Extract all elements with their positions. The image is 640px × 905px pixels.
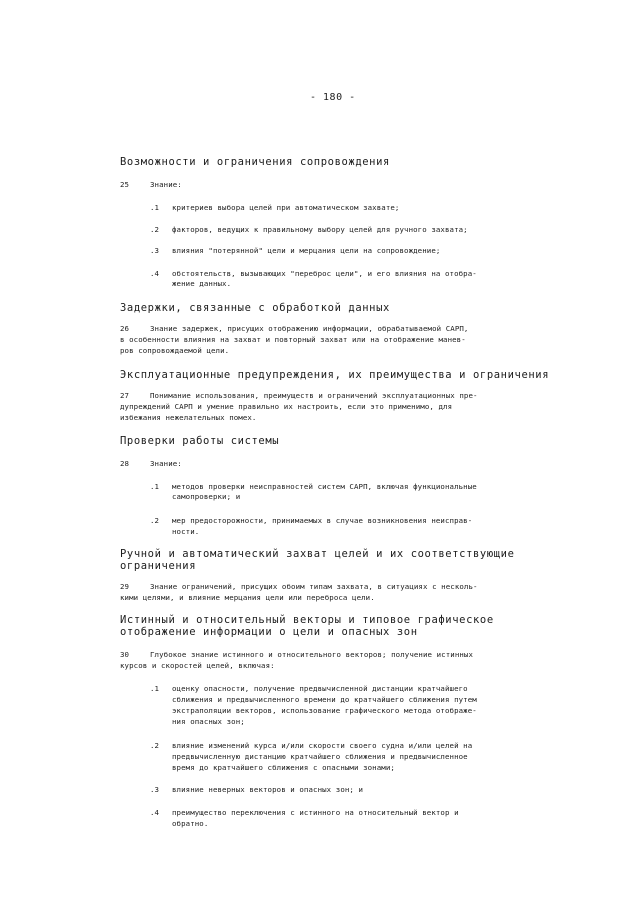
paragraph-text: кими целями, и влияние мерцания цели или переброса цели.: [120, 593, 375, 602]
paragraph-number: 30: [120, 650, 129, 659]
paragraph-text: Понимание использования, преимуществ и ограничений эксплуатационных пре-: [150, 391, 478, 400]
paragraph-number: 25: [120, 180, 129, 189]
paragraph-text: ров сопровождаемой цели.: [120, 346, 230, 355]
item-text: факторов, ведущих к правильному выбору целей для ручного захвата;: [172, 225, 468, 234]
item-text: экстраполяции векторов, использование графического метода отображе-: [172, 706, 477, 715]
item-text: жение данных.: [172, 279, 232, 288]
item-text: обратно.: [172, 819, 209, 828]
paragraph-number: 29: [120, 582, 129, 591]
section-heading: Ручной и автоматический захват целей и их соответствующие ограничения: [120, 548, 515, 572]
item-number: .1: [150, 684, 159, 693]
item-number: .3: [150, 246, 159, 255]
item-text: обстоятельств, вызывающих "переброс цели", и его влияния на отобра-: [172, 269, 477, 278]
paragraph-text: Знание:: [150, 459, 182, 468]
section-heading: Эксплуатационные предупреждения, их преимущества и ограничения: [120, 369, 550, 381]
item-number: .2: [150, 741, 159, 750]
paragraph-text: дупреждений САРП и умение правильно их настроить, если это применимо, для: [120, 402, 453, 411]
item-text: оценку опасности, получение предвычисленной дистанции кратчайшего: [172, 684, 468, 693]
paragraph-text: избежания нежелательных помех.: [120, 413, 257, 422]
item-text: критериев выбора целей при автоматическом захвате;: [172, 203, 400, 212]
item-text: время до кратчайшего сближения с опасными зонами;: [172, 763, 395, 772]
paragraph-text: курсов и скоростей целей, включая:: [120, 661, 275, 670]
paragraph-number: 26: [120, 324, 129, 333]
item-number: .3: [150, 785, 159, 794]
item-text: влияние неверных векторов и опасных зон; и: [172, 785, 364, 794]
item-text: ности.: [172, 527, 200, 536]
paragraph-text: Знание:: [150, 180, 182, 189]
paragraph-text: Знание задержек, присущих отображению информации, обрабатываемой САРП,: [150, 324, 469, 333]
item-text: ния опасных зон;: [172, 717, 245, 726]
item-number: .4: [150, 269, 159, 278]
item-text: самопроверки; и: [172, 492, 241, 501]
item-text: влияние изменений курса и/или скорости своего судна и/или целей на: [172, 741, 473, 750]
item-text: мер предосторожности, принимаемых в случае возникновения неисправ-: [172, 516, 473, 525]
paragraph-number: 27: [120, 391, 129, 400]
paragraph-text: в особенности влияния на захват и повторный захват или на отображение манев-: [120, 335, 466, 344]
item-text: сближения и предвычисленного времени до кратчайшего сближения путем: [172, 695, 477, 704]
item-text: влияния "потерянной" цели и мерцания цели на сопровождение;: [172, 246, 441, 255]
item-text: методов проверки неисправностей систем САРП, включая функциональные: [172, 482, 477, 491]
item-number: .2: [150, 225, 159, 234]
item-number: .1: [150, 482, 159, 491]
section-heading: Проверки работы системы: [120, 435, 280, 447]
paragraph-text: Глубокое знание истинного и относительного векторов; получение истинных: [150, 650, 474, 659]
item-text: предвычисленную дистанцию кратчайшего сближения и предвычисленное: [172, 752, 468, 761]
item-number: .4: [150, 808, 159, 817]
page-number: - 180 -: [310, 92, 356, 103]
item-number: .1: [150, 203, 159, 212]
paragraph-number: 28: [120, 459, 129, 468]
paragraph-text: Знание ограничений, присущих обоим типам захвата, в ситуациях с несколь-: [150, 582, 478, 591]
section-heading: Задержки, связанные с обработкой данных: [120, 302, 390, 314]
section-heading: Истинный и относительный векторы и типовое графическое отображение информации о цели и опасных зон: [120, 614, 494, 638]
item-number: .2: [150, 516, 159, 525]
item-text: преимущество переключения с истинного на относительный вектор и: [172, 808, 459, 817]
section-heading: Возможности и ограничения сопровождения: [120, 156, 390, 168]
